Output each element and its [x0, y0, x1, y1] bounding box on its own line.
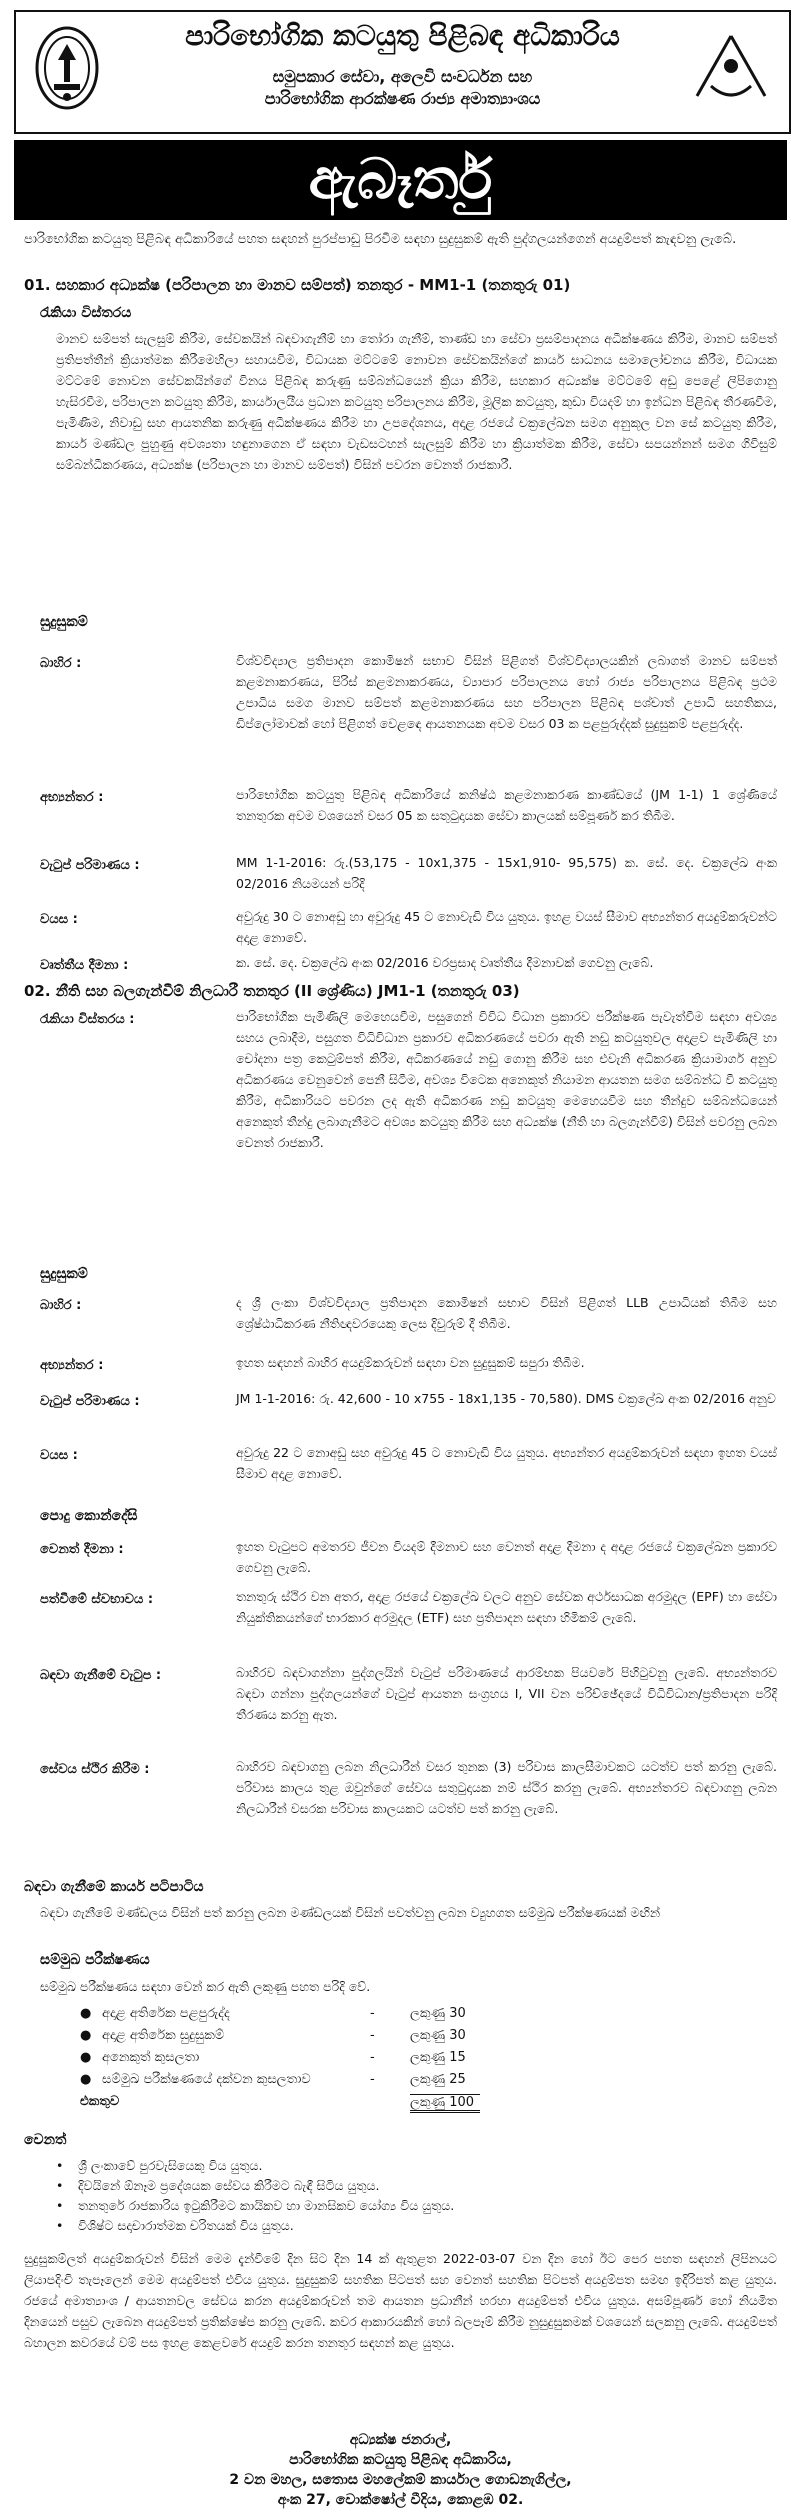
marks-total-label: එකතුව — [80, 2094, 120, 2109]
bullet-icon: ● — [80, 2072, 92, 2087]
marks-total-value: ලකුණු 100 — [410, 2094, 480, 2113]
dash-separator: - — [370, 2072, 375, 2087]
post-2-age-text: අවුරුදු 22 ට නොඅඩු සහ අවුරුදු 45 ට නොවැඩි විය යුතුය. අභ්‍යන්තර අයදුම්කරුවන් සඳහා ඉහත වයස් සීමාව අදාළ නොවේ. — [236, 1445, 777, 1481]
list-item: • දිවයිනේ ඕනෑම ප්‍රදේශයක සේවය කිරීමට බැඳී සිටිය යුතුය. — [56, 2176, 777, 2196]
confirmation-text: බාහිරව බඳවාගනු ලබන නිලධාරීන් වසර තුනක (3) පරිවාස කාලසීමාවකට යටත්ව පත් කරනු ලැබේ. පරිවාස කාලය තුළ ඔවුන්ගේ සේවය සතුටුදායක නම් ස්ථිර කරනු ලැබේ. අභ්‍යන්තරව බඳවාගනු ලබන නිලධාරීන් වසරක පරිවාස කාලයකට යටත්ව පත් කරනු ලැබේ. — [236, 1759, 777, 1816]
post-2-internal-label: අභ්‍යන්තර : — [40, 1358, 104, 1373]
general-title: පොදු කොන්දේසි — [40, 1508, 138, 1524]
marks-table — [80, 2006, 520, 2116]
header — [14, 10, 791, 134]
marks-row — [80, 2050, 520, 2072]
interview-title: සම්මුඛ පරීක්ෂණය — [40, 1952, 150, 1968]
post-1-internal-text: පාරිභෝගික කටයුතු පිළිබඳ අධිකාරියේ කනිෂ්ඨ කළමනාකරණ කාණ්ඩයේ (JM 1-1) 1 ශ්‍රේණියේ තනතුරක අවම වශයෙන් වසර 05 ක සතුටුදායක සේවා කාලයක් සම්පූර්ණ කර තිබීම. — [236, 787, 777, 823]
post-2-quals-label: සුදුසුකම් — [40, 1266, 88, 1282]
post-2-title: 02. නීති සහ බලගැන්වීම් නිලධාරී තනතුර (II ශ්‍රේණිය) JM1-1 (තනතුරු 03) — [24, 982, 520, 1000]
caa-logo-icon — [689, 26, 773, 110]
dash-separator: - — [370, 2028, 375, 2043]
post-1-salary-text: MM 1-1-2016: රු.(53,175 - 10x1,375 - 15x1,910- 95,575) ක. සේ. දෙ. චක්‍රලේඛ අංක 02/2016 නියමයන් පරිදි — [236, 855, 777, 891]
dash-separator: - — [370, 2050, 375, 2065]
post-1-external-text: විශ්වවිද්‍යාල ප්‍රතිපාදන කොමිෂන් සභාව විසින් පිළිගත් විශ්වවිද්‍යාලයකින් ලබාගත් මානව සම්පත් කළමනාකරණය, පිරිස් කළමනාකරණය, ව්‍යාපාර පරිපාලනය හෝ රාජ්‍ය පරිපාලනය පිළිබඳ ප්‍රථම උපාධිය සමග මානව සම්පත් කළමනාකරණය සහ පරිපාලන පිළිබඳ පශ්චාත් උපාධි සහතිකය, ඩිප්ලෝමාවක් හෝ පිළිගත් වෙළඳෙ ආයතනයක අවම වසර 03 ක පළපුරුද්දක් සුදුසුකම් පළපුරුද්ද. — [236, 653, 777, 731]
bullet-icon: ● — [80, 2006, 92, 2021]
list-item: • විශිෂ්ට සදාචාරාත්මක චරිතයක් විය යුතුය. — [56, 2216, 777, 2236]
marks-subject: සම්මුඛ පරීක්ෂණයේ දක්වන කුසලතාව — [102, 2072, 311, 2087]
marks-value: ලකුණු 30 — [410, 2028, 466, 2043]
other-allowances-label: වෙනත් දීමනා : — [40, 1542, 124, 1557]
organization-title: පාරිභෝගික කටයුතු පිළිබඳ අධිකාරිය — [185, 19, 620, 52]
post-1-internal-label: අභ්‍යන්තර : — [40, 790, 104, 805]
post-1-salary-label: වැටුප් පරිමාණය : — [40, 858, 140, 873]
post-1-age-label: වයස : — [40, 912, 78, 927]
bullet-icon: ● — [80, 2028, 92, 2043]
other-title: වෙනත් — [24, 2132, 67, 2148]
confirmation-label: සේවය ස්ථිර කිරීම : — [40, 1762, 150, 1777]
recruitment-salary-label: බඳවා ගැනීමේ වැටුප : — [40, 1668, 162, 1683]
post-2-salary-label: වැටුප් පරිමාණය : — [40, 1394, 140, 1409]
address-line-1: අධ්‍යක්ෂ ජනරාල්, — [349, 2432, 452, 2448]
marks-row — [80, 2006, 520, 2028]
post-1-title: 01. සහකාර අධ්‍යක්ෂ (පරිපාලන හා මානව සම්පත්) තනතුර - MM1-1 (තනතුරු 01) — [24, 276, 571, 294]
post-2-external-label: බාහිර : — [40, 1298, 82, 1313]
ministry-line-1: සමුපකාර සේවා, අලෙවි සංවර්ධන සහ — [272, 67, 533, 86]
marks-row — [80, 2072, 520, 2094]
address-line-2: පාරිභෝගික කටයුතු පිළිබඳ අධිකාරිය, — [289, 2452, 512, 2468]
marks-value: ලකුණු 15 — [410, 2050, 466, 2065]
post-1-external-label: බාහිර : — [40, 656, 82, 671]
post-2-age-label: වයස : — [40, 1448, 78, 1463]
other-allowances-text: ඉහත වැටුපට අමතරව ජීවන වියදම් දීමනාව සහ වෙනත් අදාළ දීමනා ද අදාළ රජයේ චක්‍රලේඛන ප්‍රකාරව ගෙවනු ලැබේ. — [236, 1539, 777, 1575]
recruitment-title: බඳවා ගැනීමේ කාර්ය පටිපාටිය — [24, 1879, 204, 1895]
post-1-benefits-label: වෘත්තීය දීමනා : — [40, 958, 129, 973]
post-1-quals-label: සුදුසුකම් — [40, 614, 88, 630]
marks-value: ලකුණු 30 — [410, 2006, 466, 2021]
intro-text: පාරිභෝගික කටයුතු පිළිබඳ අධිකාරියේ පහත සඳහන් පුරප්පාඩු පිරවීම සඳහා සුදුසුකම් ඇති පුද්ගලයන්ගෙන් අයදුම්පත් කැඳවනු ලැබේ. — [24, 232, 737, 247]
post-1-age-text: අවුරුදු 30 ට නොඅඩු හා අවුරුදු 45 ට නොවැඩි විය යුතුය. ඉහළ වයස් සීමාව අභ්‍යන්තර අයදුම්කරුවන්ට අදාළ නොවේ. — [236, 909, 777, 945]
pension-text: තනතුරු ස්ථිර වන අතර, අදාළ රජයේ චක්‍රලේඛ වලට අනුව සේවක අර්ථසාධක අරමුදල (EPF) හා සේවා නියුක්තිකයන්ගේ භාරකාර අරමුදල (ETF) සහ ප්‍රතිපාදන සඳහා හිමිකම් ලැබේ. — [236, 1589, 777, 1625]
list-item: • තනතුරේ රාජකාරිය ඉටුකිරීමට කායිකව හා මානසිකව යෝග්‍ය විය යුතුය. — [56, 2196, 777, 2216]
dash-separator: - — [370, 2006, 375, 2021]
marks-value: ලකුණු 25 — [410, 2072, 466, 2087]
post-2-internal-text: ඉහත සඳහන් බාහිර අයදුම්කරුවන් සඳහා වන සුදුසුකම් සපුරා තිබීම. — [236, 1355, 585, 1370]
ministry-name — [126, 66, 679, 110]
marks-subject: අනෙකුත් කුසලතා — [102, 2050, 200, 2065]
list-item: • ශ්‍රී ලංකාවේ පුරවැසියෙකු විය යුතුය. — [56, 2156, 777, 2176]
address-block — [24, 2430, 777, 2510]
recruitment-salary-text: බාහිරව බඳවාගන්නා පුද්ගලයින් වැටුප් පරිමාණයේ ආරම්භක පියවරේ පිහිටුවනු ලැබේ. අභ්‍යන්තරව බඳවා ගන්නා පුද්ගලයන්ගේ වැටුප් ආයතන සංග්‍රහය I, VII වන පරිච්ඡේදයේ විධිවිධාන/ප්‍රතිපාදන පරිදි තීරණය කරනු ඇත. — [236, 1665, 777, 1722]
marks-total-row — [80, 2094, 520, 2116]
ministry-line-2: පාරිභෝගික ආරක්ෂණ රාජ්‍ය අමාත්‍යාංශය — [264, 89, 541, 108]
post-2-duties-text: පාරිභෝගික පැමිණිලි මෙහෙයවීම, පසුගෙන් විවිධ විධාන ප්‍රකාරව පරීක්ෂණ පැවැත්වීම සඳහා අවශ්‍ය සහය ලබාදීම, පසුගත විධිවිධාන ප්‍රකාරව අධිකරණයේ පවරා ඇති නඩු කටයුතුවල අදාළව පැමිණිලි හා චෝදනා පත්‍ර කෙටුම්පත් කිරීම, අධිකරණයේ නඩු ගොනු කිරීම සහ එවැනි අධිකරණ ක්‍රියාමාර්ග අනුව අධිකරණය වෙනුවෙන් පෙනී සිටීම, අවශ්‍ය විටෙක අනෙකුත් නියාමන ආයතන සමග සම්බන්ධ වී කටයුතු කිරීම, අධිකාරියට පවරන ලද ඇති අධිකරණ නඩු කටයුතු මෙහෙයවීම සහ තීන්දුව සම්බන්ධයෙන් අනෙකුත් තීන්දු ලබාගැනීමට අවශ්‍ය කටයුතු කිරීම සහ අධ්‍යක්ෂ (නීති හා බලගැන්වීම්) විසින් පවරනු ලබන වෙනත් රාජකාරී. — [236, 1009, 777, 1150]
post-2-duties-label: රැකියා විස්තරය : — [40, 1012, 135, 1027]
post-2-external-text: ද ශ්‍රී ලංකා විශ්වවිද්‍යාල ප්‍රතිපාදන කොමිෂන් සභාව විසින් පිළිගත් LLB උපාධියක් තිබීම සහ ශ්‍රේෂ්ඨාධිකරණ නීතිඥවරයෙකු ලෙස දිවුරුම් දී තිබීම. — [236, 1295, 777, 1331]
address-line-4: අංක 27, වොක්ෂෝල් වීදිය, කොළඹ 02. — [277, 2492, 524, 2508]
address-line-3: 2 වන මහල, සතොස මහලේකම් කාර්යාල ගොඩනැගිල්ල, — [229, 2472, 572, 2488]
marks-subject: අදාළ අතිරේක පළපුරුද්ද — [102, 2006, 230, 2021]
closing-instructions: සුදුසුකම්ලත් අයදුම්කරුවන් විසින් මෙම දැන්වීමේ දින සිට දින 14 ක් ඇතුළත 2022-03-07 වන දින හෝ ඊට පෙර පහත සඳහන් ලිපිනයට ලියාපදිංචි තැපෑලෙන් මෙම අයදුම්පත් එවිය යුතුය. සුදුසුකම් සහතික පිටපත් සහ වෙනත් සහතික පිටපත් අයදුම්පත සමඟ ඉදිරිපත් කළ යුතුය. රජයේ අමාත්‍යාංශ / ආයතනවල සේවය කරන අයදුම්කරුවන් තම ආයතන ප්‍රධානීන් හරහා අයදුම්පත් එවිය යුතුය. අසම්පූර්ණ හෝ නියමිත දිනයෙන් පසුව ලැබෙන අයදුම්පත් ප්‍රතික්ෂේප කරනු ලැබේ. කවර ආකාරයකින් හෝ බලපෑම් කිරීම නුසුදුසුකමක් වශයෙන් සලකනු ලැබේ. අයදුම්පත් බහාලන කවරයේ වම් පස ඉහළ කෙළවරේ අයදුම් කරන තනතුර සඳහන් කළ යුතුය. — [24, 2251, 777, 2350]
post-1-duties-text: මානව සම්පත් සැලසුම් කිරීම, සේවකයින් බඳවාගැනීම් හා තෝරා ගැනීම්, තාණ්ඩ හා සේවා ප්‍රසම්පාදනය අධීක්ෂණය කිරීම, මානව සම්පත් ප්‍රතිපත්තීන් ක්‍රියාත්මක කිරීමෙහිලා සහායවීම, විධායක මට්ටමේ නොවන සේවකයින්ගේ කාර්ය සාධනය සමාලෝචනය කිරීම, විධායක මට්ටමේ නොවන සේවකයින්ගේ විනය පිළිබඳ කරුණු සම්බන්ධයෙන් ක්‍රියා කිරීම, සහකාර අධ්‍යක්ෂ මට්ටමේ අඩු පෙළේ ලිපිගොනු හැසිරවීම, පරිපාලන කටයුතු කිරීම, කාර්යාලයීය ප්‍රධාන කටයුතු පරිපාලනය කිරීම, මූලික කටයුතු, කුඩා වියදම් හා ඉන්ධන පිළිබඳ තීරණවීම, පැමිණීම, නිවාඩු සහ ආයතනික කරුණු අධීක්ෂණය කිරීම හා උපදේශනය, අදාළ රජයේ චක්‍රලේඛන සමග අනුකූල වන සේ කටයුතු කිරීම, කාර්ය මණ්ඩල පුහුණු අවශ්‍යතා හඳුනාගෙන ඒ සඳහා වැඩසටහන් සැලසුම් කිරීම හා ක්‍රියාත්මක කිරීම, සේවා සපයන්නන් සමග ගිවිසුම් සම්බන්ධීකරණය, අධ්‍යක්ෂ (පරිපාලන හා මානව සම්පත්) විසින් පවරන වෙනත් රාජකාරී. — [56, 331, 777, 472]
post-1-benefits-text: ක. සේ. දෙ. චක්‍රලේඛ අංක 02/2016 වරප්‍රසාද වෘත්තීය දීමනාවක් ගෙවනු ලැබේ. — [236, 955, 654, 970]
interview-intro: සම්මුඛ පරීක්ෂණය සඳහා වෙන් කර ඇති ලකුණු පහත පරිදි වේ. — [40, 1979, 371, 1994]
national-emblem-icon — [32, 22, 102, 114]
post-1-duties-label: රැකියා විස්තරය — [40, 305, 132, 321]
pension-label: පත්වීමේ ස්වභාවය : — [40, 1592, 154, 1607]
vacancies-banner: ඇබෑර්තු — [14, 140, 787, 220]
recruitment-text: බඳවා ගැනීමේ මණ්ඩලය විසින් පත් කරනු ලබන මණ්ඩලයක් විසින් පවත්වනු ලබන ව්‍යුහගත සම්මුඛ පරීක්ෂණයක් මඟින් — [40, 1905, 661, 1920]
marks-row — [80, 2028, 520, 2050]
bullet-icon: ● — [80, 2050, 92, 2065]
marks-subject: අදාළ අතිරේක සුදුසුකම් — [102, 2028, 225, 2043]
post-2-salary-text: JM 1-1-2016: රු. 42,600 - 10 x755 - 18x1,135 - 70,580). DMS චක්‍රලේඛ අංක 02/2016 අනුව — [236, 1391, 776, 1406]
other-list — [56, 2156, 777, 2236]
